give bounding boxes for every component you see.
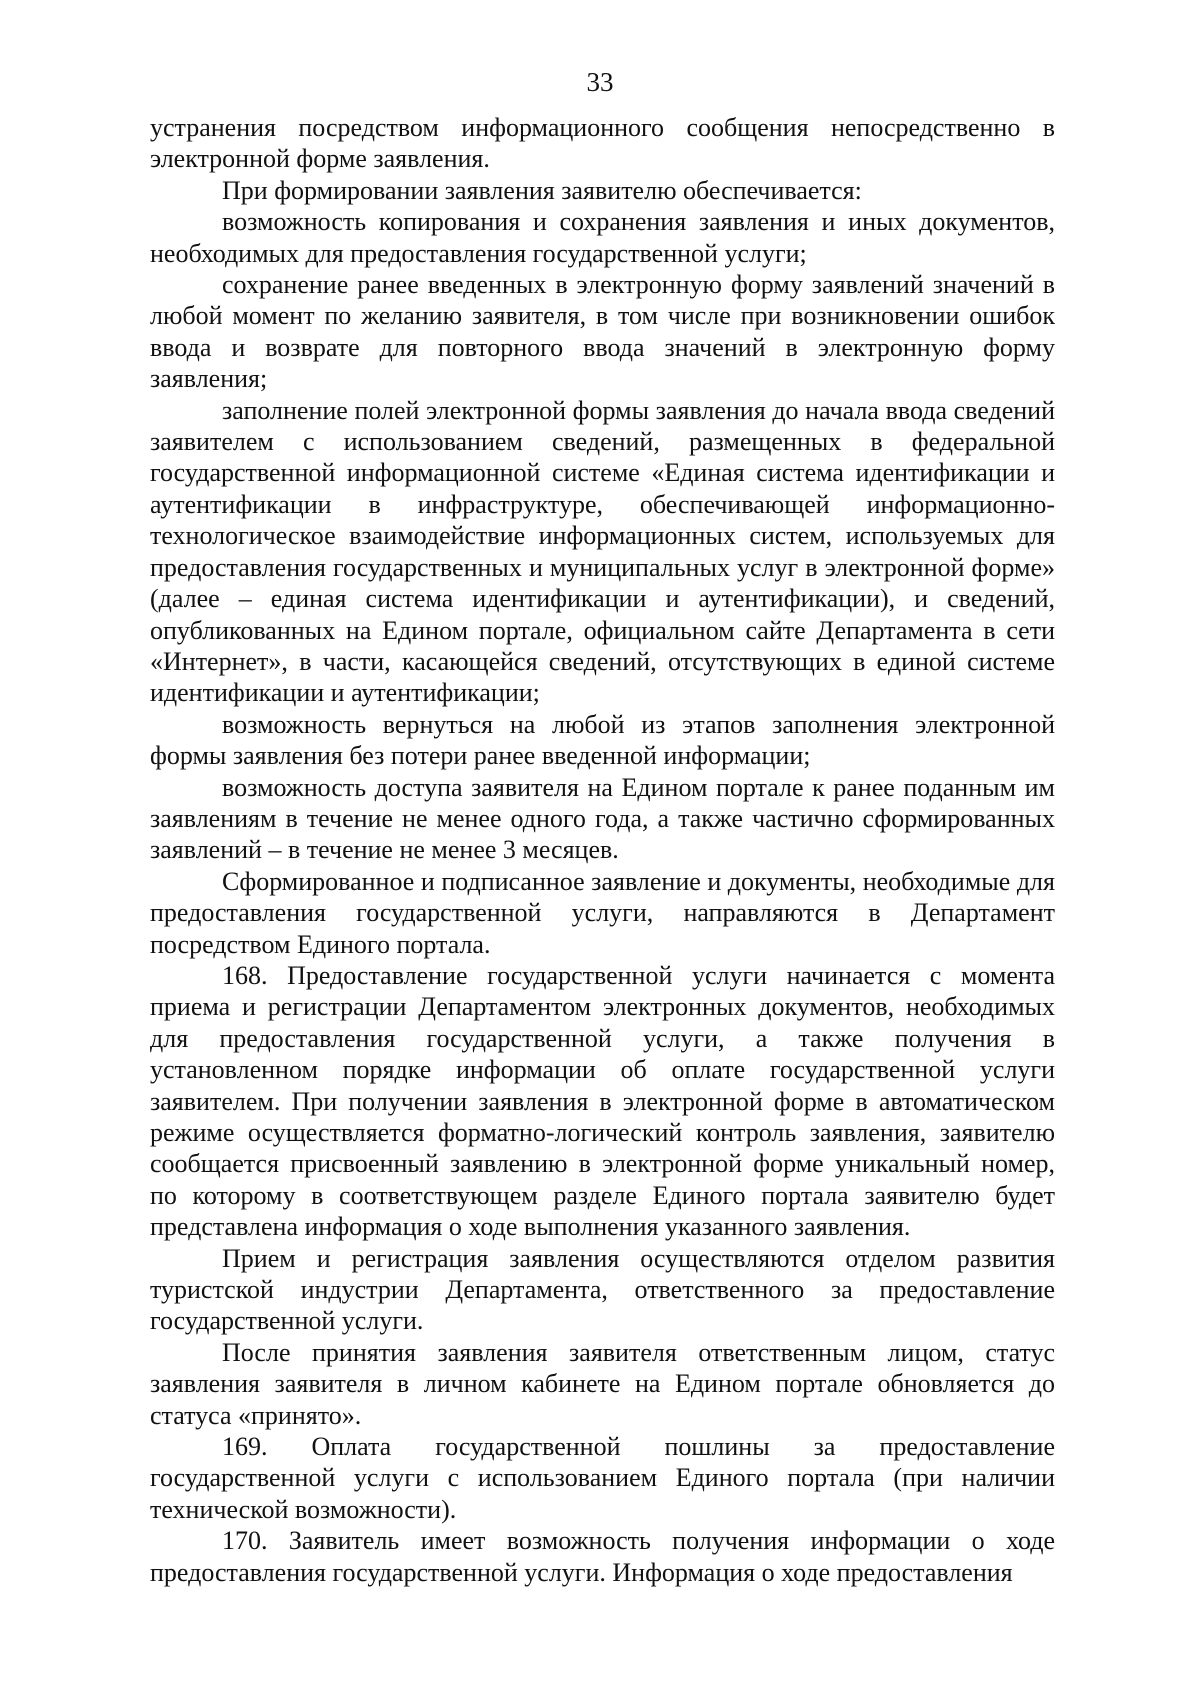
page-number: 33 (586, 67, 614, 97)
paragraph: устранения посредством информационного сообщения непосредственно в электронной форме заявления. (150, 113, 1055, 174)
paragraph: 168. Предоставление государственной услуги начинается с момента приема и регистрации Департаментом электронных документов, необходимых для предоставления государственной услуги, а также получения в установленном порядке информации об оплате государственной услуги заявителем. При получении заявления в электронной форме в автоматическом режиме осуществляется форматно-логический контроль заявления, заявителю сообщается присвоенный заявлению в электронной форме уникальный номер, по которому в соответствующем разделе Единого портала заявителю будет представлена информация о ходе выполнения указанного заявления. (150, 960, 1055, 1242)
paragraph: заполнение полей электронной формы заявления до начала ввода сведений заявителем с использованием сведений, размещенных в федеральной государственной информационной системе «Единая система идентификации и аутентификации в инфраструктуре, обеспечивающей информационно-технологическое взаимодействие информационных систем, используемых для предоставления государственных и муниципальных услуг в электронной форме» (далее – единая система идентификации и аутентификации), и сведений, опубликованных на Едином портале, официальном сайте Департамента в сети «Интернет», в части, касающейся сведений, отсутствующих в единой системе идентификации и аутентификации; (150, 395, 1055, 708)
paragraph: 170. Заявитель имеет возможность получения информации о ходе предоставления государственной услуги. Информация о ходе предоставления (150, 1526, 1055, 1587)
paragraph: возможность копирования и сохранения заявления и иных документов, необходимых для предоставления государственной услуги; (150, 207, 1055, 268)
paragraph: Прием и регистрация заявления осуществляются отделом развития туристской индустрии Департамента, ответственного за предоставление государственной услуги. (150, 1243, 1055, 1336)
paragraph: возможность вернуться на любой из этапов заполнения электронной формы заявления без потери ранее введенной информации; (150, 709, 1055, 771)
paragraph: После принятия заявления заявителя ответственным лицом, статус заявления заявителя в личном кабинете на Едином портале обновляется до статуса «принято». (150, 1337, 1055, 1430)
paragraph: сохранение ранее введенных в электронную форму заявлений значений в любой момент по желанию заявителя, в том числе при возникновении ошибок ввода и возврате для повторного ввода значений в электронную форму заявления; (150, 270, 1055, 394)
body-text (150, 112, 1055, 1588)
paragraph: 169. Оплата государственной пошлины за предоставление государственной услуги с использованием Единого портала (при наличии технической возможности). (150, 1432, 1055, 1524)
paragraph: Сформированное и подписанное заявление и документы, необходимые для предоставления государственной услуги, направляются в Департамент посредством Единого портала. (150, 866, 1055, 959)
paragraph: При формировании заявления заявителю обеспечивается: (222, 175, 862, 205)
paragraph: возможность доступа заявителя на Едином портале к ранее поданным им заявлениям в течение не менее одного года, а также частично сформированных заявлений – в течение не менее 3 месяцев. (150, 772, 1055, 865)
